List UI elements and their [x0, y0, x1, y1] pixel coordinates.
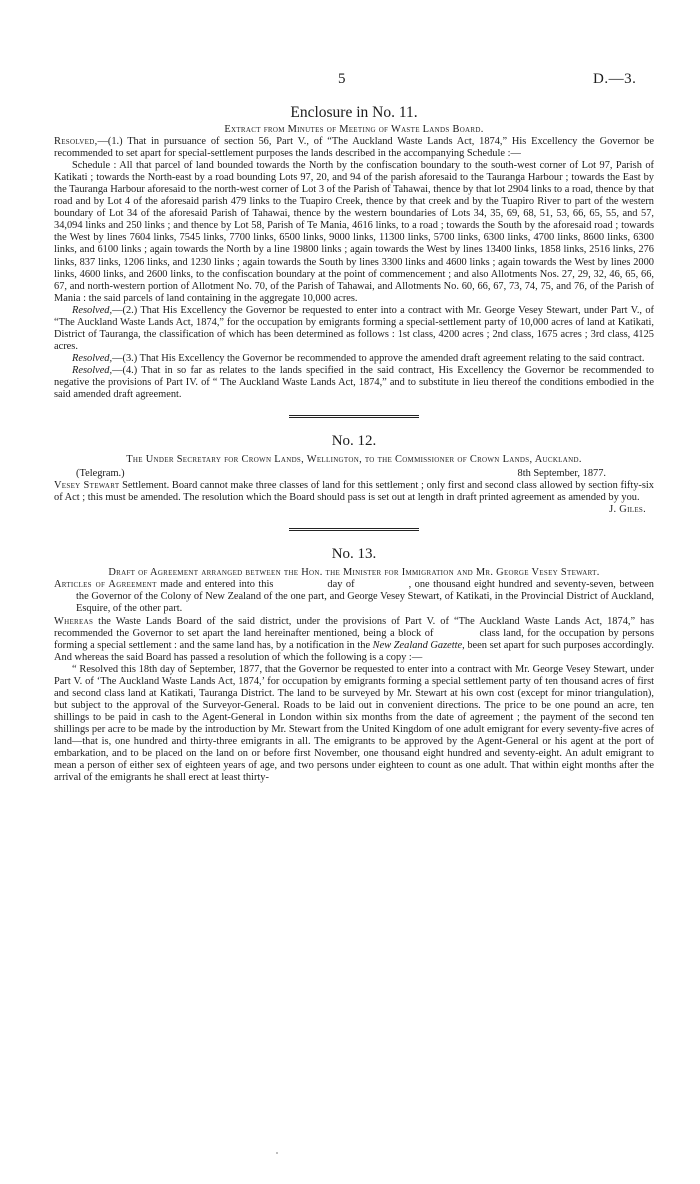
no12-body-text: Settlement. Board cannot make three classes of land for this settlement ; only first and second class allowed by section fifty-six of Act ; this must be amended. The resolution which the Board should pass is set out at length in draft printed agreement as amended by you.	[54, 480, 654, 504]
no12-body	[54, 480, 654, 504]
resolution-4	[54, 365, 654, 401]
page-mark	[276, 1152, 278, 1154]
no12-heading: The Under Secretary for Crown Lands, Wellington, to the Commissioner of Crown Lands, Auckland.	[126, 454, 582, 466]
no12-title: No. 12.	[331, 433, 377, 450]
resolved-label: Resolved,	[72, 352, 113, 364]
no12-telegram-row	[54, 468, 654, 480]
enclosure-title: Enclosure in No. 11.	[290, 104, 418, 121]
resolution-3	[54, 353, 654, 365]
resolution-4-text: —(4.) That in so far as relates to the lands specified in the said contract, His Excellency the Governor be recommended to negative the provisions of Part IV. of “ The Auckland Waste Lands Act, 1874,” and to substitute in lieu thereof the conditions embodied in the said amended draft agreement.	[54, 364, 654, 401]
no13-heading: Draft of Agreement arranged between the Hon. the Minister for Immigration and Mr. George Vesey Stewart.	[108, 567, 600, 579]
gazette-title: New Zealand Gazette	[372, 639, 463, 651]
resolution-2-text: —(2.) That His Excellency the Governor be requested to enter into a contract with Mr. George Vesey Stewart, under Part V., of “The Auckland Waste Lands Act, 1874,” for the occupation by emigrants forming a special-settlement party of 10,000 acres of land at Katikati, District of Tauranga, the classification of which has been determined as follows : 1st class, 4200 acres ; 2nd class, 1675 acres ; 3rd class, 4125 acres.	[54, 304, 654, 352]
resolved-label: Resolved,	[54, 136, 98, 148]
resolution-1	[54, 136, 654, 160]
quoted-resolution: “ Resolved this 18th day of September, 1877, that the Governor be requested to enter into a contract with Mr. George Vesey Stewart, under Part V. of ‘The Auckland Waste Lands Act, 1874,’ for occupation by emigrants forming a special settlement party of ten thousand acres of first and second class land at Katikati, Tauranga District. The land to be surveyed by Mr. Stewart at his own cost (except for minor triangulation), but subject to the approval of the Surveyor-General. Roads to be laid out in convenient directions. The price to be one pound an acre, ten shillings to be paid in cash to the Agent-General in London within six months from the date of agreement ; the payment of the second ten shillings per acre to be made by the introduction by Mr. Stewart from the United Kingdom of one adult emigrant for every seventy-five acres of land—that is, one hundred and thirty-three emigrants in all. The emigrants to be approved by the Agent-General or his agent at the port of embarkation, and to be placed on the land on or before first November, one thousand eight hundred and seventy-eight. An adult emigrant to mean a person of either sex of eighteen years of age, and two persons under eighteen to count as one adult. That within eight months after the arrival of the emigrants he shall erect at least thirty-	[54, 663, 654, 784]
telegram-label: (Telegram.)	[76, 468, 125, 480]
resolved-label: Resolved,	[72, 304, 113, 316]
section-divider	[289, 528, 419, 531]
resolution-1-text: —(1.) That in pursuance of section 56, Part V., of “The Auckland Waste Lands Act, 1874,” His Excellency the Governor be recommended to set apart for special-settlement purposes the lands described in the accompanying Schedule :—	[54, 136, 654, 160]
signature: J. Giles.	[609, 504, 646, 516]
articles-lead: Articles of Agreement	[54, 579, 157, 591]
schedule-paragraph: Schedule : All that parcel of land bounded towards the North by the confiscation boundary to the south-west corner of Lot 97, Parish of Katikati ; towards the North-east by a road bounding Lots 97, 20, and 94 of the parish aforesaid to the Tauranga Harbour ; towards the East by the Tauranga Harbour aforesaid to the north-west corner of Lot 3 of the Parish of Tahawai, thence by that lot 2904 links to a road, thence by that road and by Lot 4 of the aforesaid parish 479 links to the Tuapiro Creek, thence by that creek and by the Tuapiro River to part of the western boundary of Lot 34 of the aforesaid Parish of Tahawai, thence by the western boundaries of Lots 34, 35, 69, 68, 51, 53, 66, 65, 55, and 57, 34,094 links and 250 links ; and thence by Lot 58, Parish of Te Mania, 4616 links, to a road ; towards the South by the aforesaid road ; towards the West by lines 7604 links, 7545 links, 7700 links, 6500 links, 9000 links, 11300 links, 5700 links, 6300 links, 4700 links, 8600 links, 6300 links, and 6100 links ; again towards the North by a line 19800 links ; again towards the West by lines 13400 links, 1858 links, 2516 links, 276 links, 837 links, 1206 links, and 1230 links ; again towards the South by lines 3300 links and 4600 links ; again towards the West by lines 2000 links, 4600 links, and 2600 links, to the confiscation boundary at the point of commencement ; and also Allotments Nos. 27, 29, 32, 46, 65, 66, 67, and north-western portion of Allotment No. 70, of the Parish of Tahawai, and Allotments No. 60, 66, 67, 73, 74, 75, and 76, of the Parish of Mania : the said parcels of land containing in the aggregate 10,000 acres.	[54, 160, 654, 304]
paper-reference: D.—3.	[593, 71, 637, 87]
document-page	[54, 72, 654, 784]
no13-title: No. 13.	[331, 546, 377, 563]
no12-body-lead: Vesey Stewart	[54, 480, 120, 492]
section-divider	[289, 415, 419, 418]
resolution-2	[54, 305, 654, 353]
articles-paragraph: Articles of Agreement made and entered into this day of , one thousand eight hundred and seventy-seven, between the Governor of the Colony of New Zealand of the one part, and George Vesey Stewart, of Katikati, in the Provincial District of Auckland, Esquire, of the other part.	[54, 579, 654, 615]
telegram-date: 8th September, 1877.	[517, 468, 606, 480]
enclosure-subtitle: Extract from Minutes of Meeting of Waste Lands Board.	[224, 124, 484, 135]
resolved-label: Resolved,	[72, 364, 113, 376]
whereas-paragraph: Whereas the Waste Lands Board of the said district, under the provisions of Part V. of “The Auckland Waste Lands Act, 1874,” has recommended the Governor to set apart the land hereinafter mentioned, being a block of class land, for the occupation by persons forming a special settlement : and the same land has, by a notification in the New Zealand Gazette, been set apart for such purposes accordingly. And whereas the said Board has passed a resolution of which the following is a copy :—	[54, 615, 654, 663]
page-number: 5	[338, 71, 346, 87]
resolution-3-text: —(3.) That His Excellency the Governor be recommended to approve the amended draft agreement relating to the said contract.	[112, 352, 645, 364]
whereas-lead: Whereas	[54, 615, 94, 627]
